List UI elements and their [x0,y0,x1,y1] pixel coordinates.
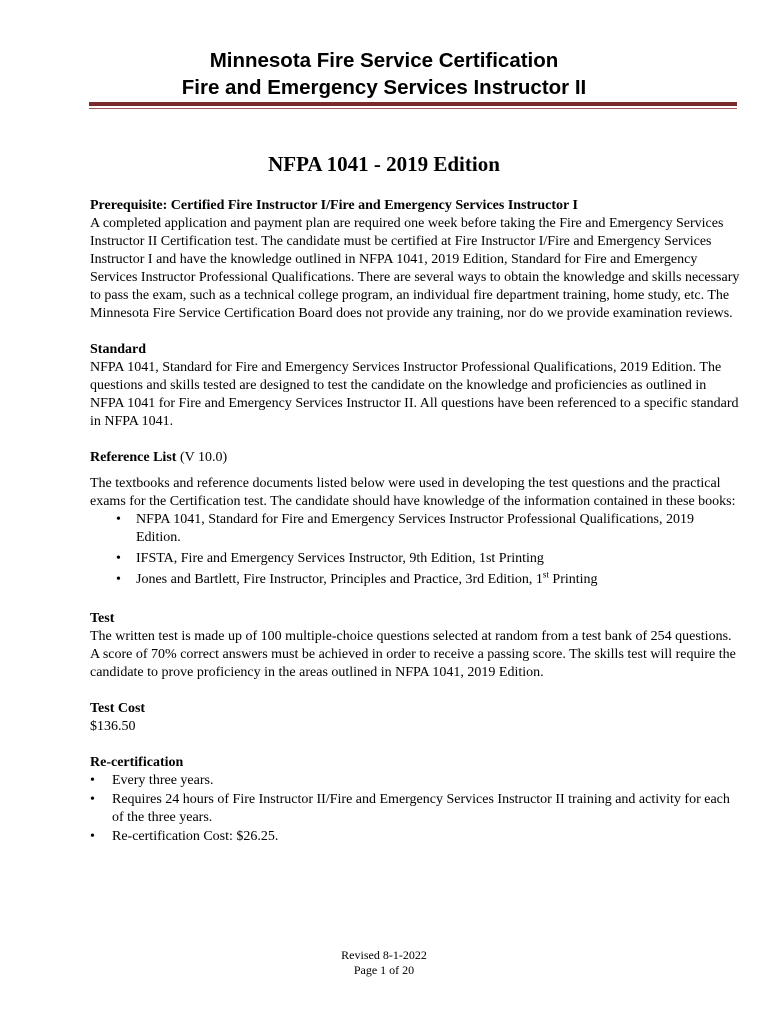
page-number: Page 1 of 20 [353,963,415,977]
header-rule-thick [89,102,737,106]
reference-list-heading-line [90,449,740,467]
bullet-icon: • [90,829,95,844]
revised-date: Revised 8-1-2022 [341,948,427,962]
reference-list [90,511,740,589]
page-footer [0,948,768,978]
bullet-icon: • [90,773,95,788]
list-item: • Every three years. [90,773,214,788]
header-line-2: Fire and Emergency Services Instructor II [181,76,587,99]
bullet-icon: • [90,792,95,807]
recertification-heading: Re-certification [90,755,184,770]
test-heading: Test [90,611,115,626]
standard-heading: Standard [90,342,147,357]
list-item: • Requires 24 hours of Fire Instructor II/Fire and Emergency Services Instructor II training and activity for each of the three years. [90,792,730,825]
list-item: • NFPA 1041, Standard for Fire and Emergency Services Instructor Professional Qualifications, 2019 Edition. [116,512,694,545]
test-cost-value: $136.50 [90,719,136,734]
prerequisite-text: A completed application and payment plan are required one week before taking the Fire and Emergency Services Instructor II Certification test. The candidate must be certified at Fire Instructor I/Fire and Emergency Services Instructor I and have the knowledge outlined in NFPA 1041, 2019 Edition, Standard for Fire and Emergency Services Instructor Professional Qualifications. There are several ways to obtain the knowledge and skills necessary to pass the exam, such as a technical college program, an individual fire department training, home study, etc. The Minnesota Fire Service Certification Board does not provide any training, nor do we provide examination reviews. [90,216,740,321]
reference-list-version: (V 10.0) [176,450,228,465]
header-line-1: Minnesota Fire Service Certification [209,49,559,72]
standard-text: NFPA 1041, Standard for Fire and Emergency Services Instructor Professional Qualifications, 2019 Edition. The questions and skills tested are designed to test the candidate on the knowledge and proficiencies as outlined in NFPA 1041 for Fire and Emergency Services Instructor II. All questions have been referenced to a specific standard in NFPA 1041. [90,360,739,429]
reference-list-intro: The textbooks and reference documents listed below were used in developing the test questions and the practical exams for the Certification test. The candidate should have knowledge of the information contained in these books: [90,476,736,509]
prerequisite-heading: Prerequisite: Certified Fire Instructor I/Fire and Emergency Services Instructor I [90,198,578,213]
recertification-list [90,772,740,846]
bullet-icon: • [116,551,121,566]
list-item: • Jones and Bartlett, Fire Instructor, Principles and Practice, 3rd Edition, 1st Printing [116,569,598,587]
header-rule-thin [89,108,737,109]
reference-list-heading: Reference List [90,450,177,465]
document-body [90,197,740,847]
bullet-icon: • [116,512,121,527]
document-title: NFPA 1041 - 2019 Edition [268,152,500,176]
page-header [0,47,768,101]
test-cost-heading: Test Cost [90,701,146,716]
bullet-icon: • [116,572,121,587]
list-item: • IFSTA, Fire and Emergency Services Instructor, 9th Edition, 1st Printing [116,551,544,566]
list-item: • Re-certification Cost: $26.25. [90,829,279,844]
test-text: The written test is made up of 100 multiple-choice questions selected at random from a test bank of 254 questions. A score of 70% correct answers must be achieved in order to receive a passing score. The skills test will require the candidate to prove proficiency in the areas outlined in NFPA 1041, 2019 Edition. [90,629,736,680]
